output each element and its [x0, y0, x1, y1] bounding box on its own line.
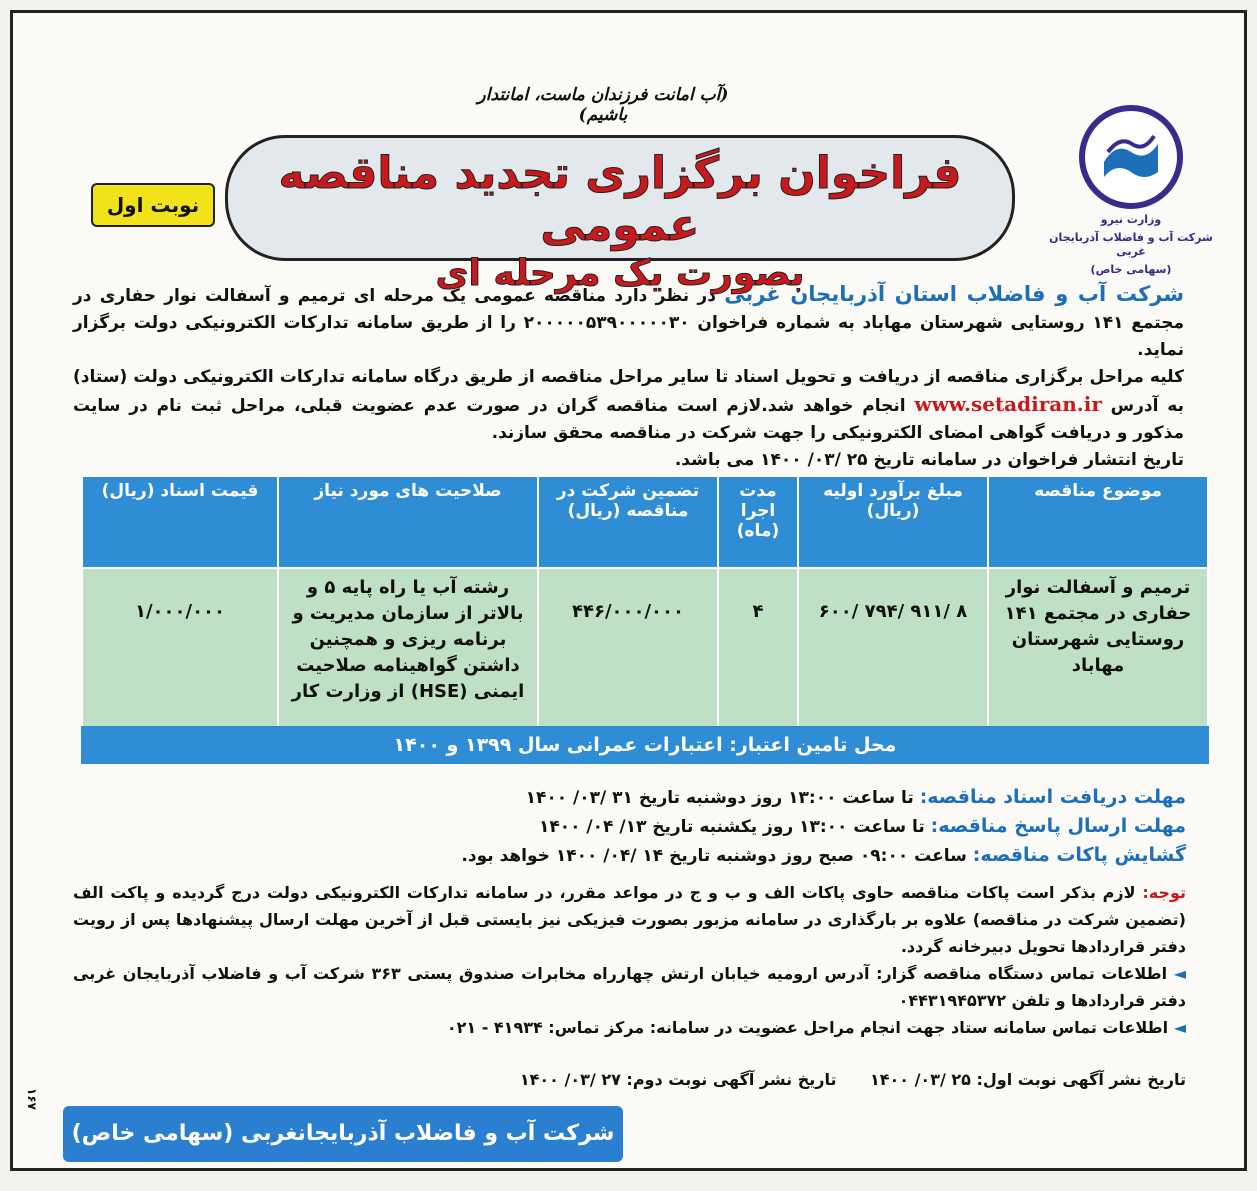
intro-line1: در نظر دارد مناقصه عمومی یک مرحله ای ترمیم و آسفالت نوار حفاری در مجتمع ۱۴۱ روستایی شهرستان مهاباد به شماره فراخوان ۲۰۰۰۰۰۵۳۹۰۰۰۰۰۳۰ را از طریق سامانه تدارکات الکترونیکی دولت برگزار نماید.: [73, 286, 1184, 360]
round-badge: نوبت اول: [91, 183, 215, 227]
note-section: [73, 879, 1186, 1041]
footer-bar: شرکت آب و فاضلاب آذربایجانغربی (سهامی خاص): [63, 1106, 623, 1162]
deadlines: [461, 783, 1186, 870]
funding-bar: محل تامین اعتبار: اعتبارات عمرانی سال ۱۳۹۹ و ۱۴۰۰: [81, 726, 1209, 764]
tender-table: [81, 475, 1209, 755]
header-doc-price: قیمت اسناد (ریال): [82, 476, 278, 568]
intro-line3: انجام خواهد شد.لازم است مناقصه گران در صورت عدم عضویت قبلی، مراحل ثبت نام در سایت مذکور و دریافت گواهی امضای الکترونیکی را جهت شرکت در مناقصه محقق سازند.: [73, 396, 1184, 443]
banner-title: فراخوان برگزاری تجدید مناقصه عمومی: [278, 148, 962, 251]
note-text: لازم بذکر است پاکات مناقصه حاوی پاکات الف و ب و ج در مواعد مقرر، در سامانه تدارکات الکترونیکی دولت درج گردیده و پاکت الف (تضمین شرکت در مناقصه) علاوه بر بارگذاری در سامانه مزبور بصورت فیزیکی نیز بایستی قبل از آخرین مهلت ارسال پیشنهادها پس از رویت دفتر قراردادها تحویل دبیرخانه گردد.: [73, 883, 1186, 956]
publish-date-first: تاریخ نشر آگهی نوبت اول: ۲۵ /۰۳/ ۱۴۰۰: [869, 1070, 1186, 1089]
header-guarantee: تضمین شرکت در مناقصه (ریال): [538, 476, 718, 568]
water-logo-icon: [1079, 105, 1183, 209]
cell-qualifications: رشته آب یا راه پایه ۵ و بالاتر از سازمان مدیریت و برنامه ریزی و همچنین داشتن گواهینامه صلاحیت ایمنی (HSE) از وزارت کار: [278, 568, 538, 754]
title-banner: [225, 135, 1015, 294]
cell-doc-price: ۱/۰۰۰/۰۰۰: [82, 568, 278, 754]
logo: [1046, 105, 1216, 277]
deadline-label: مهلت دریافت اسناد مناقصه:: [919, 786, 1186, 808]
cell-estimate: ۸ /۹۱۱ /۷۹۴ /۶۰۰: [798, 568, 988, 754]
cell-duration: ۴: [718, 568, 798, 754]
contact-info-2: اطلاعات تماس سامانه ستاد جهت انجام مراحل عضویت در سامانه: مرکز تماس: ۴۱۹۳۴ - ۰۲۱: [446, 1018, 1169, 1037]
header-qualifications: صلاحیت های مورد نیاز: [278, 476, 538, 568]
deadline-label: گشایش پاکات مناقصه:: [972, 844, 1186, 866]
deadline-item: [461, 812, 1186, 841]
deadline-text: ساعت ۰۹:۰۰ صبح روز دوشنبه تاریخ ۱۴ /۰۴/ ۱۴۰۰ خواهد بود.: [461, 846, 973, 866]
header-subject: موضوع مناقصه: [988, 476, 1208, 568]
header-estimate: مبلغ برآورد اولیه (ریال): [798, 476, 988, 568]
deadline-text: تا ساعت ۱۳:۰۰ روز دوشنبه تاریخ ۳۱ /۰۳/ ۱۴۰۰: [525, 788, 920, 808]
logo-line1: وزارت نیرو: [1100, 213, 1162, 226]
note-label: توجه:: [1142, 883, 1186, 902]
website-link[interactable]: www.setadiran.ir: [914, 392, 1102, 416]
side-number: ۱۶۷: [25, 1088, 39, 1110]
table-header-row: [82, 476, 1208, 568]
header-duration: مدت اجرا (ماه): [718, 476, 798, 568]
cell-guarantee: ۴۴۶/۰۰۰/۰۰۰: [538, 568, 718, 754]
tender-notice: [10, 10, 1247, 1171]
deadline-item: [461, 841, 1186, 870]
publish-dates: [520, 1070, 1186, 1089]
company-name: شرکت آب و فاضلاب استان آذربایجان غربی: [724, 282, 1185, 306]
contact-info-1: اطلاعات تماس دستگاه مناقصه گزار: آدرس ارومیه خیابان ارتش چهارراه مخابرات صندوق پستی ۳۶۳ شرکت آب و فاضلاب آذربایجان غربی دفتر قراردادها و تلفن ۰۴۴۳۱۹۴۵۳۷۲: [73, 964, 1186, 1010]
intro-paragraph: [73, 281, 1184, 474]
deadline-text: تا ساعت ۱۳:۰۰ روز یکشنبه تاریخ ۱۳/ ۰۴/ ۱۴۰۰: [539, 817, 931, 837]
deadline-label: مهلت ارسال پاسخ مناقصه:: [930, 815, 1186, 837]
intro-line2: کلیه مراحل برگزاری مناقصه از دریافت و تحویل اسناد تا سایر مراحل مناقصه از طریق درگاه سامانه تدارکات الکترونیکی دولت (ستاد) به آدرس: [73, 367, 1184, 416]
arrow-icon: ◄: [1173, 964, 1187, 983]
logo-line3: (سهامی خاص): [1090, 263, 1172, 276]
intro-line4: تاریخ انتشار فراخوان در سامانه تاریخ ۲۵ /۰۳/ ۱۴۰۰ می باشد.: [674, 450, 1184, 470]
banner-subtitle: بصورت یک مرحله ای: [435, 253, 805, 294]
deadline-item: [461, 783, 1186, 812]
publish-date-second: تاریخ نشر آگهی نوبت دوم: ۲۷ /۰۳/ ۱۴۰۰: [519, 1070, 837, 1089]
arrow-icon: ◄: [1173, 1018, 1186, 1037]
motto: (آب امانت فرزندان ماست، امانتدار باشیم): [477, 85, 729, 125]
logo-line2: شرکت آب و فاضلاب آذربایجان غربی: [1049, 231, 1213, 258]
cell-subject: ترمیم و آسفالت نوار حفاری در مجتمع ۱۴۱ روستایی شهرستان مهاباد: [988, 568, 1208, 754]
